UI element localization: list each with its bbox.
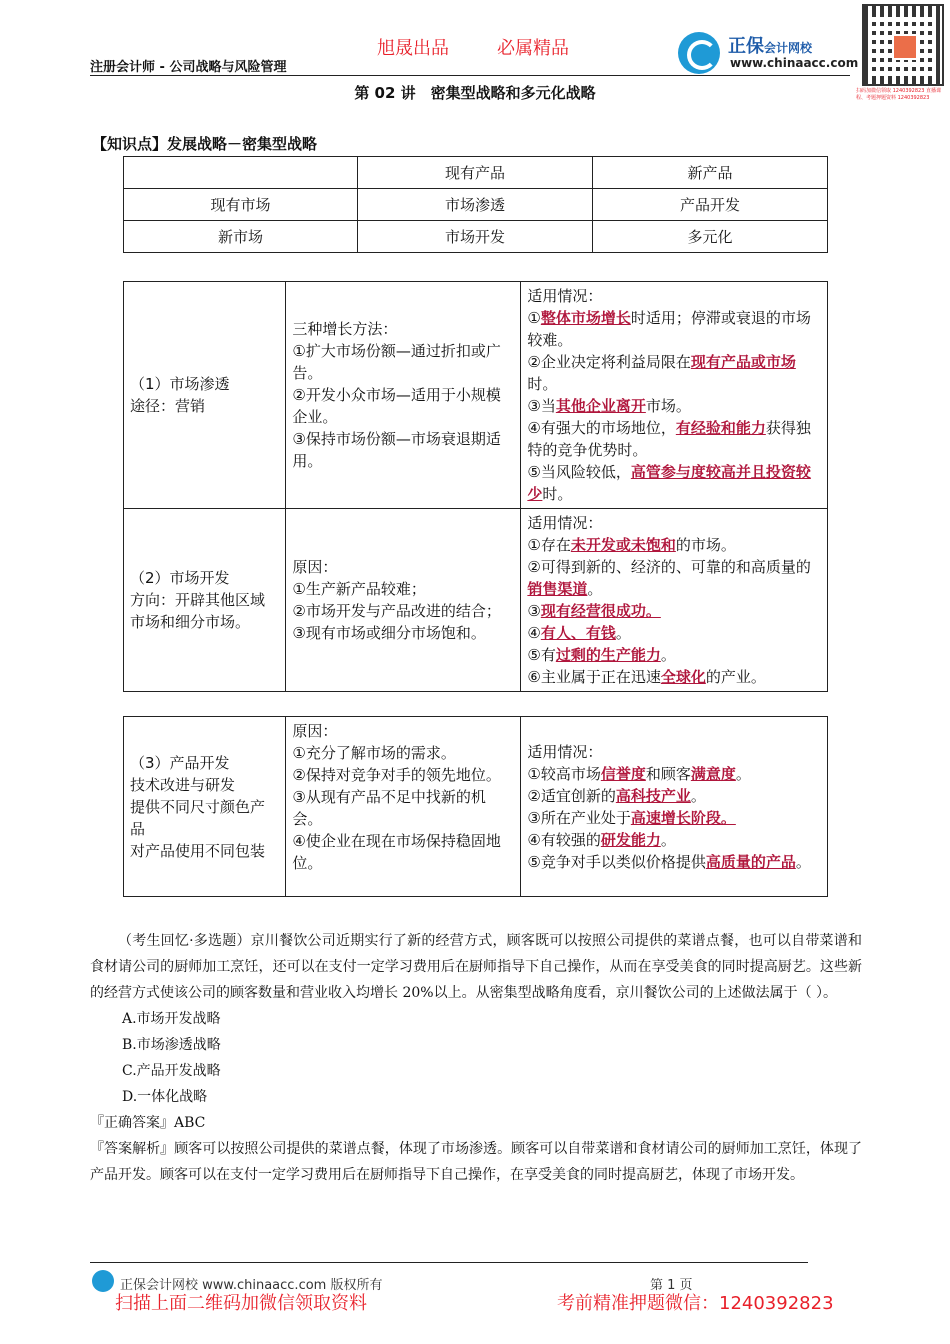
option-a: A.市场开发战略 [122,1011,221,1027]
option-b: B.市场渗透战略 [122,1037,221,1053]
strategy-table-1 [123,281,828,692]
logo-icon [678,32,720,74]
situations-cell: 适用情况： ①较高市场信誉度和顾客满意度。 ②适宜创新的高科技产业。 ③所在产业处于高速增长阶段。 ④有较强的研发能力。 ⑤竞争对手以类似价格提供高质量的产品。 [521,717,828,897]
table-cell: 多元化 [593,221,828,253]
correct-answer: 『正确答案』ABC [90,1115,206,1131]
footer-logo-icon [92,1270,114,1292]
methods-cell: 三种增长方法： ①扩大市场份额—通过折扣或广告。 ②开发小众市场—适用于小规模企业。 ③保持市场份额—市场衰退期适用。 [286,282,521,509]
chinaacc-logo[interactable] [678,30,859,74]
table-row [124,282,828,509]
situations-cell: 适用情况： ①整体市场增长时适用；停滞或衰退的市场较难。 ②企业决定将利益局限在现有产品或市场时。 ③当其他企业离开市场。 ④有强大的市场地位，有经验和能力获得独特的竞争优势时。 ⑤当风险较低，高管参与度较高并且投资较少时。 [521,282,828,509]
promo-right: 考前精准押题微信：1240392823 [557,1293,834,1314]
logo-url: www.chinaacc.com [730,56,859,70]
table-cell: 市场渗透 [358,189,593,221]
exam-question [90,928,862,1188]
knowledge-point-heading: 【知识点】发展战略－密集型战略 [92,135,318,153]
methods-cell: 原因： ①生产新产品较难； ②市场开发与产品改进的结合； ③现有市场或细分市场饱和。 [286,509,521,692]
option-d: D.一体化战略 [122,1089,208,1105]
slogan-left: 旭晟出品 [377,38,449,59]
header-divider [90,75,850,76]
situations-cell: 适用情况： ①存在未开发或未饱和的市场。 ②可得到新的、经济的、可靠的和高质量的销售渠道。 ③现有经营很成功。 ④有人、有钱。 ⑤有过剩的生产能力。 ⑥主业属于正在迅速全球化的产业。 [521,509,828,692]
table-cell: 产品开发 [593,189,828,221]
footer-copyright: 正保会计网校 www.chinaacc.com 版权所有 [120,1278,383,1293]
table-cell: 新市场 [124,221,358,253]
promo-left: 扫描上面二维码加微信领取资料 [115,1293,367,1314]
logo-name: 正保会计网校 [728,36,813,57]
table-cell: 新产品 [593,157,828,189]
qr-badge-icon [892,34,918,60]
option-c: C.产品开发战略 [122,1063,221,1079]
qr-note: 扫码加微信领取 1240392823 直播课程、考题押题资料 1240392823 [856,88,941,101]
course-title: 注册会计师 - 公司战略与风险管理 [90,60,287,75]
table-row [124,509,828,692]
table-row [124,717,828,897]
answer-analysis: 『答案解析』顾客可以按照公司提供的菜谱点餐，体现了市场渗透。顾客可以自带菜谱和食材请公司的厨师加工烹饪，体现了产品开发。顾客可以在支付一定学习费用后在厨师指导下自己操作，在享受美食的同时提高厨艺，体现了市场开发。 [90,1141,862,1183]
table-row [124,221,828,253]
table-row [124,157,828,189]
ansoff-matrix [123,156,828,253]
slogan-right: 必属精品 [497,38,569,59]
footer-divider [90,1262,808,1263]
table-cell [124,157,358,189]
strategy-name-cell: （3）产品开发 技术改进与研发 提供不同尺寸颜色产品 对产品使用不同包装 [124,717,286,897]
table-cell: 市场开发 [358,221,593,253]
qr-code-icon[interactable] [862,4,944,86]
table-cell: 现有市场 [124,189,358,221]
strategy-table-2 [123,716,828,897]
question-stem: （考生回忆·多选题）京川餐饮公司近期实行了新的经营方式，顾客既可以按照公司提供的菜谱点餐，也可以自带菜谱和食材请公司的厨师加工烹饪，还可以在支付一定学习费用后在厨师指导下自己操作，从而在享受美食的同时提高厨艺。这些新的经营方式使该公司的顾客数量和营业收入均增长 20%以上。从密集型战略角度看，京川餐饮公司的上述做法属于（ ）。 [90,933,862,1001]
methods-cell: 原因： ①充分了解市场的需求。 ②保持对竞争对手的领先地位。 ③从现有产品不足中找新的机会。 ④使企业在现在市场保持稳固地位。 [286,717,521,897]
strategy-name-cell: （2）市场开发 方向：开辟其他区域市场和细分市场。 [124,509,286,692]
table-row [124,189,828,221]
table-cell: 现有产品 [358,157,593,189]
strategy-name-cell: （1）市场渗透 途径：营销 [124,282,286,509]
page-number: 第 1 页 [650,1278,693,1293]
lecture-title: 第 02 讲 密集型战略和多元化战略 [354,84,596,102]
